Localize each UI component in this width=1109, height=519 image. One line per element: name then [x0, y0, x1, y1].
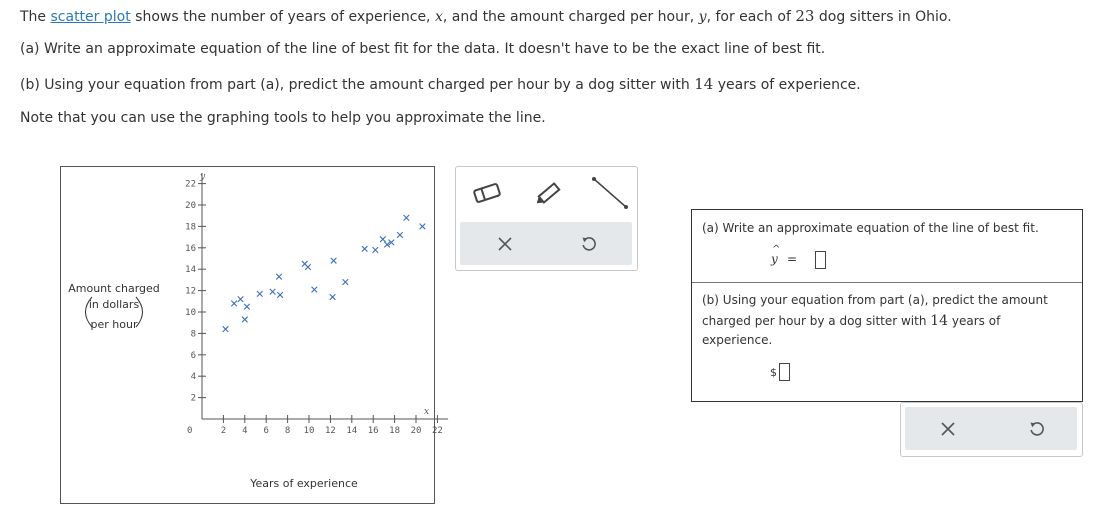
- y-axis-label-line1: Amount charged: [68, 282, 160, 295]
- y-hat-variable: y: [771, 252, 778, 266]
- data-point: [223, 326, 229, 332]
- part-a-question: (a) Write an approximate equation of the line of best fit for the data. It doesn't have to be the exact line of best fit.: [20, 41, 826, 57]
- intro-text: The scatter plot shows the number of years of experience, x, and the amount charged per hour, y, for each of 23 dog sitters in Ohio.: [20, 7, 952, 25]
- equation-input[interactable]: [815, 251, 826, 269]
- y-tick-label: 20: [185, 201, 196, 211]
- prediction-input[interactable]: [779, 363, 790, 381]
- graph-tools-action-bar: [460, 222, 632, 265]
- x-tick-label: 22: [431, 426, 443, 436]
- origin-label: 0: [187, 426, 193, 436]
- data-point: [331, 258, 337, 264]
- undo-answer-button[interactable]: [1025, 417, 1049, 441]
- data-point: [373, 247, 379, 253]
- x-tick-label: 20: [410, 426, 422, 436]
- y-tick-label: 18: [185, 222, 196, 233]
- scatter-plot[interactable]: [61, 167, 443, 503]
- data-point: [242, 317, 248, 323]
- y-tick-label: 16: [185, 243, 196, 254]
- y-tick-label: 2: [190, 393, 196, 404]
- eraser-icon[interactable]: [470, 181, 504, 205]
- graph-tools-panel: [455, 166, 638, 271]
- close-icon: [941, 422, 955, 436]
- data-point: [343, 279, 349, 285]
- answer-action-bar: [905, 407, 1077, 450]
- x-axis-variable: x: [424, 407, 430, 417]
- data-point: [277, 292, 283, 298]
- x-tick-label: 18: [389, 426, 401, 436]
- data-point: [397, 232, 403, 238]
- data-point: [404, 215, 410, 221]
- data-point: [362, 246, 368, 252]
- data-point: [238, 296, 244, 302]
- y-tick-label: 4: [190, 372, 196, 383]
- data-point: [312, 287, 318, 293]
- x-tick-label: 2: [220, 426, 227, 436]
- part-b-line2: charged per hour by a dog sitter with 14 years of: [702, 313, 1001, 329]
- x-tick-label: 10: [303, 426, 315, 436]
- part-b-question: (b) Using your equation from part (a), predict the amount charged per hour by a dog sitter with 14 years of experience.: [20, 75, 861, 93]
- x-tick-label: 4: [242, 426, 248, 436]
- data-point: [244, 304, 250, 310]
- part-a-section: [692, 210, 1082, 283]
- y-tick-label: 14: [185, 265, 196, 276]
- y-tick-label: 22: [185, 179, 196, 190]
- scatter-plot-link[interactable]: scatter plot: [50, 9, 131, 25]
- x-tick-label: 6: [263, 426, 269, 436]
- x-tick-label: 14: [346, 426, 358, 436]
- y-tick-label: 10: [185, 308, 196, 318]
- y-tick-label: 8: [190, 329, 196, 340]
- clear-graph-button[interactable]: [493, 232, 517, 256]
- answer-box: [691, 209, 1083, 402]
- part-b-line3: experience.: [702, 333, 773, 347]
- data-point: [380, 236, 386, 242]
- data-point: [231, 301, 237, 307]
- y-hat-caret: ^: [772, 244, 781, 255]
- clear-answer-button[interactable]: [936, 417, 960, 441]
- data-point: [330, 294, 336, 300]
- undo-graph-button[interactable]: [577, 232, 601, 256]
- part-a-label: (a) Write an approximate equation of the line of best fit.: [702, 221, 1039, 235]
- equals-sign: =: [787, 252, 798, 266]
- answer-actions-panel: [900, 402, 1083, 457]
- undo-icon: [581, 236, 597, 252]
- part-b-line1: (b) Using your equation from part (a), predict the amount: [702, 293, 1048, 307]
- x-tick-label: 12: [324, 426, 336, 436]
- y-axis-variable: y: [200, 172, 206, 182]
- data-point: [257, 291, 263, 297]
- close-icon: [498, 237, 512, 251]
- y-axis-label-line2: in dollars: [88, 298, 140, 311]
- currency-symbol: $: [770, 366, 777, 379]
- x-tick-label: 16: [367, 426, 379, 436]
- y-tick-label: 6: [190, 350, 196, 361]
- x-tick-label: 8: [284, 426, 291, 436]
- x-axis-label: Years of experience: [250, 477, 358, 490]
- pencil-icon[interactable]: [532, 179, 566, 207]
- y-tick-label: 12: [185, 286, 196, 297]
- undo-icon: [1029, 421, 1045, 437]
- data-point: [420, 224, 426, 230]
- line-tool-icon[interactable]: [590, 175, 630, 211]
- note-text: Note that you can use the graphing tools to help you approximate the line.: [20, 110, 546, 126]
- data-point: [270, 289, 276, 295]
- y-axis-label-line3: per hour: [90, 318, 138, 331]
- data-point: [305, 264, 311, 270]
- scatter-plot-graph[interactable]: [60, 166, 443, 504]
- data-point: [276, 274, 282, 280]
